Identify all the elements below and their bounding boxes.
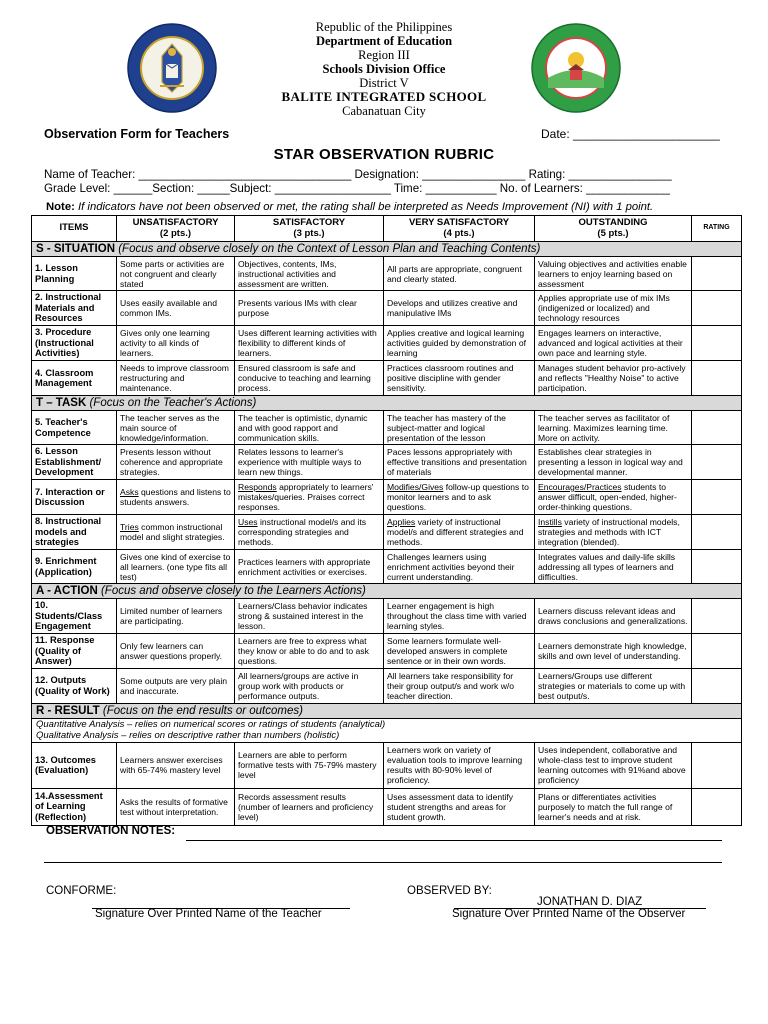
rubric-cell: Gives only one learning activity to all kinds of learners. bbox=[117, 326, 235, 361]
rubric-cell: Practices classroom routines and positive discipline with gender sensitivity. bbox=[384, 361, 535, 396]
note-label: Note: bbox=[46, 201, 75, 213]
rubric-cell: Learners work on variety of evaluation tools to improve learning results with 80-90% level of proficiency. bbox=[384, 742, 535, 788]
class-info-line[interactable]: Grade Level: ______Section: _____Subject: __________________ Time: ___________ No. of Learners: _____________ bbox=[44, 182, 670, 195]
rubric-cell: All parts are appropriate, congruent and clearly stated. bbox=[384, 257, 535, 291]
rating-cell[interactable] bbox=[692, 361, 742, 396]
table-row bbox=[32, 788, 742, 825]
rating-cell[interactable] bbox=[692, 788, 742, 825]
notes-line[interactable] bbox=[44, 862, 722, 863]
rubric-cell: Uses easily available and common IMs. bbox=[117, 291, 235, 326]
rubric-cell: The teacher has mastery of the subject-matter and logical presentation of the lesson bbox=[384, 411, 535, 445]
rating-cell[interactable] bbox=[692, 742, 742, 788]
rubric-cell: Learners are free to express what they know or able to do and to ask questions. bbox=[235, 634, 384, 669]
table-row bbox=[32, 326, 742, 361]
rubric-cell: Gives one kind of exercise to all learners. (one type fits all test) bbox=[117, 550, 235, 584]
rating-cell[interactable] bbox=[692, 291, 742, 326]
rubric-cell: Manages student behavior pro-actively and reflects "Healthy Noise" to active participation. bbox=[535, 361, 692, 396]
rubric-cell: All learners take responsibility for their group output/s and work w/o teacher direction. bbox=[384, 668, 535, 703]
rubric-cell: Objectives, contents, IMs, instructional activities and assessment are written. bbox=[235, 257, 384, 291]
item-label: 11. Response (Quality of Answer) bbox=[32, 634, 117, 669]
table-row bbox=[32, 361, 742, 396]
notes-line[interactable] bbox=[186, 840, 722, 841]
region-text: Region III bbox=[358, 48, 410, 62]
rubric-cell: Practices learners with appropriate enrichment activities or exercises. bbox=[235, 550, 384, 584]
rubric-cell: Some learners formulate well-developed answers in complete sentence or in their own words. bbox=[384, 634, 535, 669]
department-text: Department of Education bbox=[315, 34, 453, 48]
rubric-cell: Some outputs are very plain and inaccurate. bbox=[117, 668, 235, 703]
form-label: Observation Form for Teachers bbox=[44, 127, 230, 141]
rating-cell[interactable] bbox=[692, 668, 742, 703]
observer-name: JONATHAN D. DIAZ bbox=[537, 896, 643, 908]
rating-cell[interactable] bbox=[692, 326, 742, 361]
teacher-signature-caption: Signature Over Printed Name of the Teacher bbox=[95, 908, 322, 920]
header-outstanding: OUTSTANDING (5 pts.) bbox=[535, 216, 692, 242]
header-items: ITEMS bbox=[32, 216, 117, 242]
city-text: Cabanatuan City bbox=[342, 104, 426, 118]
republic-text: Republic of the Philippines bbox=[315, 20, 453, 34]
note bbox=[46, 201, 653, 213]
rubric-cell: Learner engagement is high throughout the class time with varied learning styles. bbox=[384, 599, 535, 634]
page-title: STAR OBSERVATION RUBRIC bbox=[273, 146, 495, 163]
rubric-cell: Uses independent, collaborative and whole-class test to improve student learning outcomes with 91%and above proficiency bbox=[535, 742, 692, 788]
rubric-cell: Paces lessons appropriately with effective transitions and presentation of materials bbox=[384, 445, 535, 480]
header-rating: RATING bbox=[692, 216, 742, 242]
section-task: T – TASK (Focus on the Teacher's Actions) bbox=[32, 396, 742, 411]
rubric-cell: Only few learners can answer questions properly. bbox=[117, 634, 235, 669]
quantitative-note: Quantitative Analysis – relies on numerical scores or ratings of students (analytical) bbox=[32, 718, 742, 730]
rubric-cell: Limited number of learners are participating. bbox=[117, 599, 235, 634]
header-very-satisfactory: VERY SATISFACTORY (4 pts.) bbox=[384, 216, 535, 242]
rubric-cell: Applies variety of instructional model/s and different strategies and methods. bbox=[384, 515, 535, 550]
table-row bbox=[32, 742, 742, 788]
table-row bbox=[32, 257, 742, 291]
rubric-cell: Responds appropriately to learners' mistakes/queries. Praises correct responses. bbox=[235, 480, 384, 515]
rubric-cell: Engages learners on interactive, advanced and logical activities at their own pace and learning style. bbox=[535, 326, 692, 361]
rubric-cell: Relates lessons to learner's experience with multiple ways to learn new things. bbox=[235, 445, 384, 480]
rubric-cell: Uses different learning activities with flexibility to different kinds of learners. bbox=[235, 326, 384, 361]
item-label: 4. Classroom Management bbox=[32, 361, 117, 396]
date-field[interactable]: Date: ______________________ bbox=[541, 127, 720, 141]
rubric-cell: All learners/groups are active in group work with products or performance outputs. bbox=[235, 668, 384, 703]
rubric-cell: Asks questions and listens to students answers. bbox=[117, 480, 235, 515]
rubric-cell: Learners answer exercises with 65-74% mastery level bbox=[117, 742, 235, 788]
rating-cell[interactable] bbox=[692, 257, 742, 291]
table-row bbox=[32, 599, 742, 634]
rating-cell[interactable] bbox=[692, 634, 742, 669]
rating-cell[interactable] bbox=[692, 599, 742, 634]
section-result: R - RESULT (Focus on the end results or outcomes) bbox=[32, 703, 742, 718]
rubric-cell: Some parts or activities are not congruent and clearly stated bbox=[117, 257, 235, 291]
rubric-cell: Learners demonstrate high knowledge, skills and own level of understanding. bbox=[535, 634, 692, 669]
observation-notes-label: OBSERVATION NOTES: bbox=[46, 825, 176, 837]
district-text: District V bbox=[359, 76, 409, 90]
rubric-table bbox=[31, 215, 742, 826]
note-text: If indicators have not been observed or met, the rating shall be interpreted as Needs Improvement (NI) with 1 point. bbox=[74, 201, 654, 213]
rating-cell[interactable] bbox=[692, 550, 742, 584]
rubric-cell: Asks the results of formative test without interpretation. bbox=[117, 788, 235, 825]
rubric-cell: Uses assessment data to identify student strengths and areas for student growth. bbox=[384, 788, 535, 825]
rubric-cell: Plans or differentiates activities purposely to match the full range of learner's needs and at risk. bbox=[535, 788, 692, 825]
rubric-cell: Challenges learners using enrichment activities beyond their current understanding. bbox=[384, 550, 535, 584]
item-label: 10. Students/Class Engagement bbox=[32, 599, 117, 634]
rubric-cell: Presents lesson without coherence and appropriate strategies. bbox=[117, 445, 235, 480]
rubric-cell: Integrates values and daily-life skills addressing all types of learners and difficulties. bbox=[535, 550, 692, 584]
rubric-cell: Applies appropriate use of mix IMs (indigenized or localized) and technology resources bbox=[535, 291, 692, 326]
item-label: 7. Interaction or Discussion bbox=[32, 480, 117, 515]
table-row bbox=[32, 515, 742, 550]
rubric-cell: Needs to improve classroom restructuring and maintenance. bbox=[117, 361, 235, 396]
table-row bbox=[32, 480, 742, 515]
item-label: 2. Instructional Materials and Resources bbox=[32, 291, 117, 326]
header-unsatisfactory: UNSATISFACTORY (2 pts.) bbox=[117, 216, 235, 242]
rubric-cell: Learners discuss relevant ideas and draws conclusions and generalizations. bbox=[535, 599, 692, 634]
item-label: 6. Lesson Establishment/ Development bbox=[32, 445, 117, 480]
rating-cell[interactable] bbox=[692, 480, 742, 515]
item-label: 5. Teacher's Competence bbox=[32, 411, 117, 445]
table-header-row bbox=[32, 216, 742, 242]
rubric-cell: The teacher serves as facilitator of learning. Maximizes learning time. More on activity. bbox=[535, 411, 692, 445]
table-row bbox=[32, 634, 742, 669]
rubric-cell: The teacher is optimistic, dynamic and with good rapport and communication skills. bbox=[235, 411, 384, 445]
table-row bbox=[32, 445, 742, 480]
rubric-cell: Learners/Class behavior indicates strong & sustained interest in the lesson. bbox=[235, 599, 384, 634]
item-label: 8. Instructional models and strategies bbox=[32, 515, 117, 550]
item-label: 9. Enrichment (Application) bbox=[32, 550, 117, 584]
letterhead bbox=[0, 20, 768, 118]
rubric-cell: Develops and utilizes creative and manipulative IMs bbox=[384, 291, 535, 326]
item-label: 14.Assessment of Learning (Reflection) bbox=[32, 788, 117, 825]
rating-cell[interactable] bbox=[692, 411, 742, 445]
table-row bbox=[32, 668, 742, 703]
rubric-cell: The teacher serves as the main source of knowledge/information. bbox=[117, 411, 235, 445]
section-situation: S - SITUATION (Focus and observe closely on the Context of Lesson Plan and Teaching Contents) bbox=[32, 242, 742, 257]
rating-cell[interactable] bbox=[692, 515, 742, 550]
observed-by-label: OBSERVED BY: bbox=[407, 885, 492, 897]
rubric-cell: Applies creative and logical learning activities guided by demonstration of learning bbox=[384, 326, 535, 361]
rubric-cell: Records assessment results (number of learners and proficiency level) bbox=[235, 788, 384, 825]
item-label: 13. Outcomes (Evaluation) bbox=[32, 742, 117, 788]
item-label: 12. Outputs (Quality of Work) bbox=[32, 668, 117, 703]
rubric-cell: Ensured classroom is safe and conducive to teaching and learning process. bbox=[235, 361, 384, 396]
rubric-cell: Tries common instructional model and slight strategies. bbox=[117, 515, 235, 550]
rubric-cell: Learners are able to perform formative tests with 75-79% mastery level bbox=[235, 742, 384, 788]
rubric-cell: Uses instructional model/s and its corresponding strategies and methods. bbox=[235, 515, 384, 550]
rubric-cell: Valuing objectives and activities enable learners to enjoy learning based on assessment bbox=[535, 257, 692, 291]
qualitative-note: Qualitative Analysis – relies on descriptive rather than numbers (holistic) bbox=[32, 730, 742, 742]
conforme-label: CONFORME: bbox=[46, 885, 117, 897]
item-label: 3. Procedure (Instructional Activities) bbox=[32, 326, 117, 361]
header-satisfactory: SATISFACTORY (3 pts.) bbox=[235, 216, 384, 242]
item-label: 1. Lesson Planning bbox=[32, 257, 117, 291]
rubric-cell: Presents various IMs with clear purpose bbox=[235, 291, 384, 326]
section-action: A - ACTION (Focus and observe closely to the Learners Actions) bbox=[32, 584, 742, 599]
school-name: BALITE INTEGRATED SCHOOL bbox=[281, 89, 487, 104]
observer-signature-caption: Signature Over Printed Name of the Observer bbox=[452, 908, 686, 920]
rubric-cell: Learners/Groups use different strategies or materials to come up with best output/s. bbox=[535, 668, 692, 703]
rubric-cell: Establishes clear strategies in presenting a lesson in logical way and developmental manner. bbox=[535, 445, 692, 480]
rubric-cell: Encourages/Practices students to answer difficult, open-ended, higher-order-thinking questions. bbox=[535, 480, 692, 515]
rubric-cell: Modifies/Gives follow-up questions to monitor learners and to ask questions. bbox=[384, 480, 535, 515]
division-text: Schools Division Office bbox=[322, 62, 446, 76]
table-row bbox=[32, 291, 742, 326]
rating-cell[interactable] bbox=[692, 445, 742, 480]
teacher-info-line[interactable]: Name of Teacher: _________________________________ Designation: ________________ Rating: ________________ bbox=[44, 168, 672, 181]
rubric-cell: Instills variety of instructional models, strategies and methods with ICT integration (blended). bbox=[535, 515, 692, 550]
table-row bbox=[32, 411, 742, 445]
table-row bbox=[32, 550, 742, 584]
